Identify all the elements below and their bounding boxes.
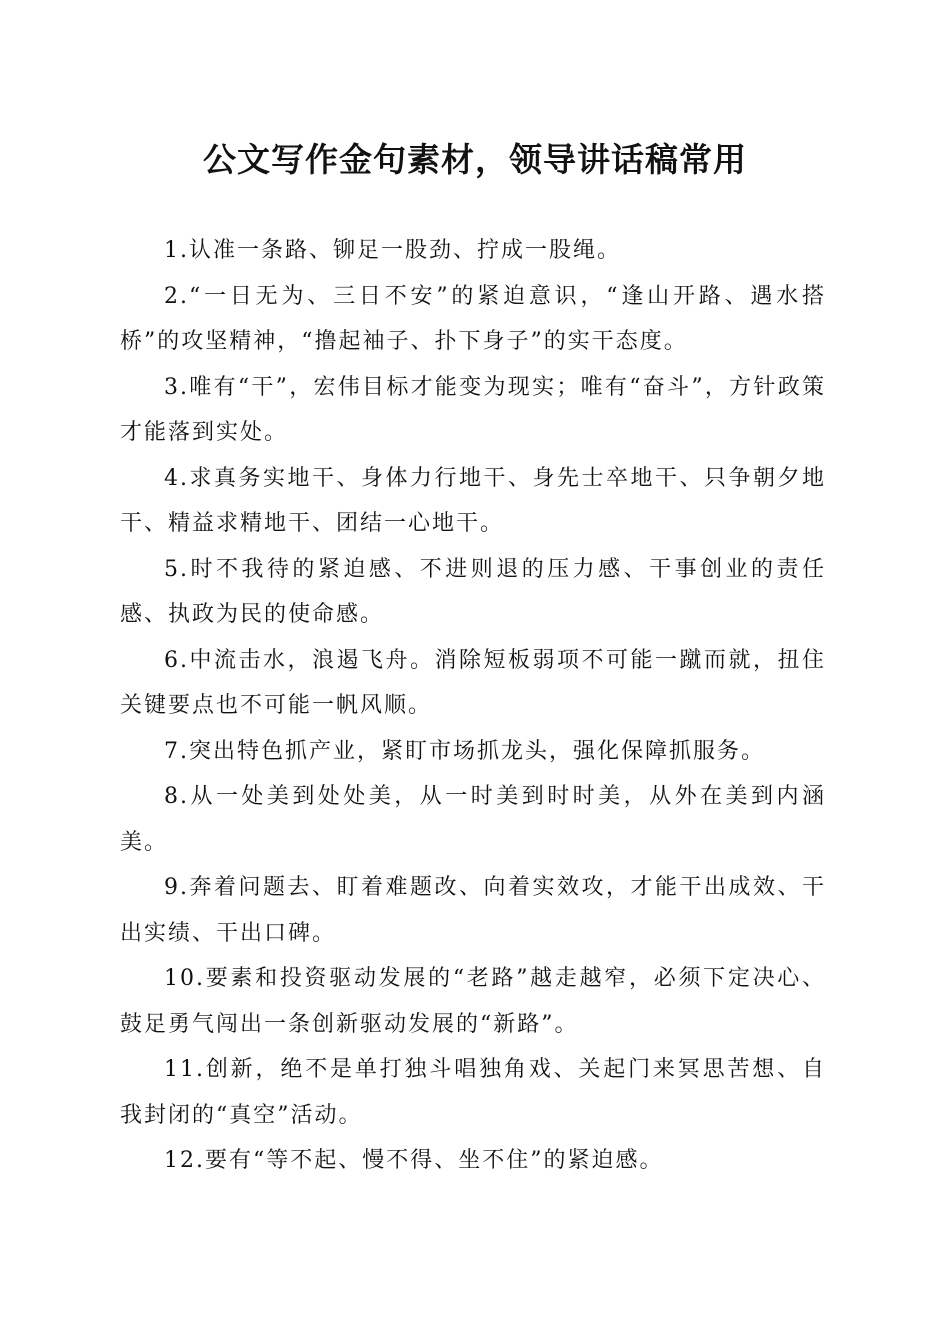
paragraph-5: 5.时不我待的紧迫感、不进则退的压力感、干事创业的责任感、执政为民的使命感。 [120, 556, 826, 627]
document-title: 公文写作金句素材，领导讲话稿常用 [203, 140, 747, 179]
paragraph-7: 7.突出特色抓产业，紧盯市场抓龙头，强化保障抓服务。 [164, 738, 765, 764]
paragraph-3: 3.唯有“干”，宏伟目标才能变为现实；唯有“奋斗”，方针政策才能落到实处。 [120, 374, 826, 445]
paragraph-9: 9.奔着问题去、盯着难题改、向着实效攻，才能干出成效、干出实绩、干出口碑。 [120, 875, 826, 946]
paragraph-11: 11.创新，绝不是单打独斗唱独角戏、关起门来冥思苦想、自我封闭的“真空”活动。 [120, 1057, 826, 1128]
paragraph-1: 1.认准一条路、铆足一股劲、拧成一股绳。 [164, 238, 621, 263]
document-body [120, 228, 826, 1184]
paragraph-8: 8.从一处美到处处美，从一时美到时时美，从外在美到内涵美。 [120, 784, 826, 855]
paragraph-12: 12.要有“等不起、慢不得、坐不住”的紧迫感。 [164, 1148, 664, 1173]
paragraph-2: 2.“一日无为、三日不安”的紧迫意识，“逢山开路、遇水搭桥”的攻坚精神，“撸起袖子、扑下身子”的实干态度。 [120, 283, 826, 354]
paragraph-4: 4.求真务实地干、身体力行地干、身先士卒地干、只争朝夕地干、精益求精地干、团结一心地干。 [120, 465, 826, 536]
paragraph-6: 6.中流击水，浪遏飞舟。消除短板弱项不可能一蹴而就，扭住关键要点也不可能一帆风顺。 [120, 647, 826, 718]
paragraph-10: 10.要素和投资驱动发展的“老路”越走越窄，必须下定决心、鼓足勇气闯出一条创新驱动发展的“新路”。 [120, 966, 826, 1037]
